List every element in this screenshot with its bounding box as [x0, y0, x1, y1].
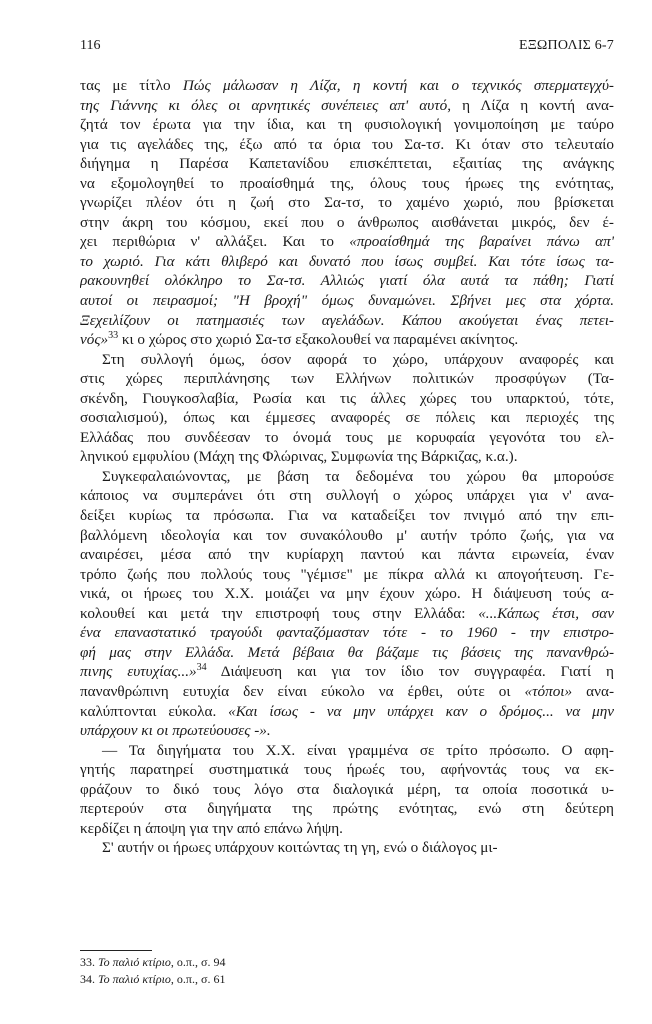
running-head: ΕΞΩΠΟΛΙΣ 6-7 — [518, 38, 614, 53]
text-line: τρόπο ζωής που πολλούς τους "γέμισε" με πίκρα αλλά κι απογοήτευση. Γε- — [80, 565, 614, 583]
text-line: πανανθρώπινη ευτυχία δεν είναι εύκολο να έρθει, ούτε οι «τόποι» ανα- — [80, 682, 614, 700]
text-line: νός»$^{33}$ κι ο χώρος στο χωριό Σα-τσ εξακολουθεί να παραμένει ακίνητος. — [80, 330, 519, 349]
text-line: της Γιάννης κι όλες οι αρνητικές συνέπειες απ' αυτό, η Λίζα η κοντή ανα- — [80, 96, 614, 114]
footnote-title: Το παλιό κτίριο — [98, 972, 171, 986]
text-line: να εξομολογηθεί το προαίσθημά της, όλους τους ήρωες της ενότητας, — [80, 174, 614, 192]
footnote-ref: , ο.π., σ. 61 — [170, 972, 226, 986]
text-line: ρακουνηθεί ολόκληρο το Σα-τσ. Αλλιώς γιατί όλα αυτά τα πάθη; Γιατί — [80, 272, 614, 290]
text-line: πινης ευτυχίας...»$^{34}$ Διάψευση και για τον ίδιο τον συγγραφέα. Γιατί η — [80, 662, 614, 681]
text-line: σκένδη, Γιουγκοσλαβία, Ρωσία και τις άλλες χώρες του υπαρκτού, τότε, — [80, 389, 614, 407]
text-line: Στη συλλογή όμως, όσον αφορά το χώρο, υπάρχουν αναφορές και — [102, 350, 614, 368]
text-line: ένα επαναστατικό τραγούδι φανταζόμασταν τότε - το 1960 - την επιστρο- — [80, 624, 614, 642]
text-line: περτερούν στα διηγήματα της πρώτης ενότητας, ενώ στη δεύτερη — [80, 800, 614, 818]
text-line: καλύπτονται εύκολα. «Και ίσως - να μην υπάρχει καν ο δρόμος... να μην — [80, 702, 614, 720]
footnote-34 — [80, 972, 480, 986]
footnote-rule — [80, 950, 152, 951]
page-number: 116 — [80, 38, 101, 53]
footnote-33 — [80, 955, 480, 969]
text-line: κάποιος να συμπεράνει ότι στη συλλογή ο χώρος υπάρχει για ν' ανα- — [80, 487, 614, 505]
text-line: αναιρέσει, μέσα από την κυρίαρχη παντού και πάντα ειρωνεία, έναν — [80, 546, 614, 564]
text-line: Ελλάδας που συνδέεσαν το όνομά τους με κορυφαία γεγονότα του ελ- — [80, 428, 614, 446]
text-line: Σ' αυτήν οι ήρωες υπάρχουν κοιτώντας τη γη, ενώ ο διάλογος μι- — [102, 839, 498, 857]
text-line: — Τα διηγήματα του Χ.Χ. είναι γραμμένα σε τρίτο πρόσωπο. Ο αφη- — [102, 741, 614, 759]
text-line: Ξεχειλίζουν οι πατημασιές των αγελάδων. Κάπου ακούγεται ένας πετει- — [80, 311, 614, 329]
text-line: φή μας στην Ελλάδα. Μετά βέβαια θα βάζαμε τις βάσεις της πανανθρώ- — [80, 643, 614, 661]
text-line: γητής παρατηρεί συστηματικά τους ήρωές του, αφήνοντάς τους να εκ- — [80, 761, 614, 779]
text-line: στις χώρες περιπλάνησης των Ελλήνων πολιτικών προσφύγων (Τα- — [80, 370, 614, 388]
text-line: χει περιθώρια ν' αλλάξει. Και το «προαίσθημά της βαραίνει πάνω απ' — [80, 233, 614, 251]
footnote-ref: , ο.π., σ. 94 — [170, 955, 226, 969]
text-line: νικά, οι ήρωες του Χ.Χ. μοιάζει να μην έχουν χώρο. Η διάψευση τούς α- — [80, 585, 614, 603]
footnote-number: 33. — [80, 955, 95, 969]
footnote-number: 34. — [80, 972, 95, 986]
text-line: γνωρίζει πλέον ότι η ζωή στο Σα-τσ, το χαμένο χωριό, που βρίσκεται — [80, 194, 614, 212]
text-line: διήγημα η Παρέσα Καπετανίδου επισκέπτεται, εξαιτίας της ανάγκης — [80, 155, 614, 173]
page-header — [80, 38, 614, 58]
text-line: το χωριό. Για κάτι θλιβερό και δυνατό που ίσως συμβεί. Και τότε ίσως τα- — [80, 252, 614, 270]
text-line: στην άκρη του κόσμου, εκεί που ο άνθρωπος αισθάνεται μικρός, δεν έ- — [80, 213, 614, 231]
text-line: φράζουν το δικό τους λόγο στα διαλογικά μέρη, τα οποία ποσοτικά υ- — [80, 780, 614, 798]
text-line: δείξει κυρίως τα πρόσωπα. Για να καταδείξει τον πνιγμό από την επι- — [80, 507, 614, 525]
footnote-title: Το παλιό κτίριο — [98, 955, 171, 969]
text-line: τας με τίτλο Πώς μάλωσαν η Λίζα, η κοντή και ο τεχνικός σπερματεγχύ- — [80, 77, 614, 94]
text-line: υπάρχουν κι οι πρωτεύουσες -». — [80, 722, 271, 740]
body-text — [80, 76, 614, 858]
text-line: κερδίζει η άποψη για την από επάνω λήψη. — [80, 819, 343, 837]
text-line: κολουθεί και μετά την επιστροφή τους στην Ελλάδα: «...Κάπως έτσι, σαν — [80, 604, 614, 622]
text-line: Συγκεφαλαιώνοντας, με βάση τα δεδομένα του χώρου θα μπορούσε — [102, 467, 614, 485]
text-line: ληνικού εμφυλίου (Μάχη της Φλώρινας, Συμφωνία της Βάρκιζας, κ.α.). — [80, 448, 518, 466]
text-line: βαλλόμενη ιδεολογία και τον συνακόλουθο μ' αυτήν τρόπο ζωής, για να — [80, 526, 614, 544]
text-line: για τις αγελάδες της, έξω από τα όρια του Σα-τσ. Κι όταν στο τελευταίο — [80, 135, 614, 153]
text-line: αυτοί οι πειρασμοί; "Η βροχή" όμως δυναμώνει. Σβήνει μες στα χόρτα. — [80, 292, 614, 310]
text-line: ζητά τον έρωτα για την ίδια, και τη φυσιολογική γονιμοποίηση με ταύρο — [80, 116, 614, 134]
text-line: σοσιαλισμού), όπως και έμμεσες αναφορές σε πόλεις και περιοχές της — [80, 409, 614, 427]
